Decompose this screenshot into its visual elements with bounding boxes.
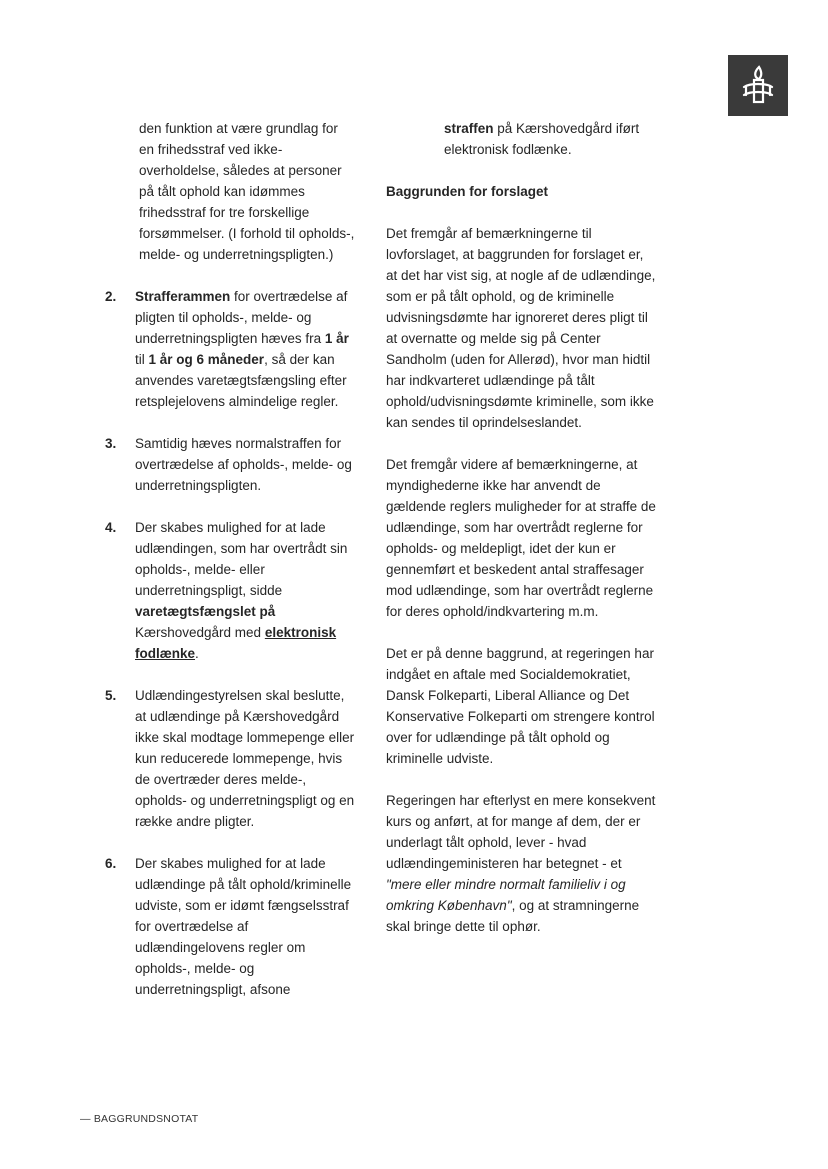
item-number: 5. (105, 688, 117, 703)
left-column (105, 118, 355, 1000)
body-paragraph: Det fremgår videre af bemærkningerne, at myndighederne ikke har anvendt de gældende reglers muligheder for at straffe de udlændinge, som har overtrådt reglerne for opholds- og meldepligt, idet der kun er gennemført et beskedent antal straffesager mod udlændinge, som har overtrådt reglerne for deres ophold/indkvartering m.m. (386, 457, 656, 619)
item-number: 2. (105, 289, 117, 304)
list-item: 4. Der skabes mulighed for at lade udlændingen, som har overtrådt sin opholds-, melde- eller underretningspligt, sidde varetægtsfængslet på Kærshovedgård med elektronisk fodlænke. (105, 517, 355, 664)
measure-list (105, 286, 355, 1000)
body-paragraph: Regeringen har efterlyst en mere konsekvent kurs og anført, at for mange af dem, der er underlagt tålt ophold, lever - hvad udlændingeministeren har betegnet - et "mere eller mindre normalt familieliv i og omkring København", og at stramningerne skal bringe dette til ophør. (386, 793, 656, 934)
body-paragraph: Det fremgår af bemærkningerne til lovforslaget, at baggrunden for forslaget er, at det har vist sig, at nogle af de udlændinge, som er på tålt ophold, og de kriminelle udvisningsdømte har ignoreret deres pligt til at overnatte og melde sig på Center Sandholm (uden for Allerød), hvor man hidtil har indkvarteret udlændinge på tålt ophold/udvisningsdømte kriminelle, som ikke kan sendes til oprindelseslandet. (386, 226, 656, 430)
list-item: 5. Udlændingestyrelsen skal beslutte, at udlændinge på Kærshovedgård ikke skal modtage lommepenge eller kun reducerede lommepenge, hvis de overtræder deres melde-, opholds- og underretningspligt og en række andre pligter. (105, 685, 355, 832)
list-item: 2. Strafferammen for overtrædelse af pligten til opholds-, melde- og underretningspligten hæves fra 1 år til 1 år og 6 måneder, så der kan anvendes varetægtsfængsling efter retsplejelovens almindelige regler. (105, 286, 355, 412)
intro-paragraph: den funktion at være grundlag for en frihedsstraf ved ikke-overholdelse, således at personer på tålt ophold kan idømmes frihedsstraf for tre forskellige forsømmelser. (I forhold til opholds-, melde- og underretningspligten.) (139, 121, 355, 262)
list-item: 6. Der skabes mulighed for at lade udlændinge på tålt ophold/kriminelle udviste, som er idømt fængselsstraf for overtrædelse af udlændingelovens regler om opholds-, melde- og underretningspligt, afsone (105, 853, 355, 1000)
item-number: 4. (105, 520, 117, 535)
continuation-paragraph: straffen på Kærshovedgård iført elektronisk fodlænke. (444, 121, 640, 157)
item-number: 3. (105, 436, 117, 451)
quote: "mere eller mindre normalt familieliv i og omkring København" (386, 877, 626, 913)
item-number: 6. (105, 856, 117, 871)
amnesty-logo (728, 55, 788, 116)
section-heading: Baggrunden for forslaget (386, 184, 549, 199)
right-column (386, 118, 656, 937)
body-paragraph: Det er på denne baggrund, at regeringen har indgået en aftale med Socialdemokratiet, Dansk Folkeparti, Liberal Alliance og Det Konservative Folkeparti om strengere kontrol over for udlændinge på tålt ophold og kriminelle udviste. (386, 646, 655, 766)
candle-in-barbed-wire-icon (738, 63, 778, 109)
page-footer: — BAGGRUNDSNOTAT (80, 1113, 199, 1125)
list-item: 3. Samtidig hæves normalstraffen for overtrædelse af opholds-, melde- og underretningspligten. (105, 433, 355, 496)
